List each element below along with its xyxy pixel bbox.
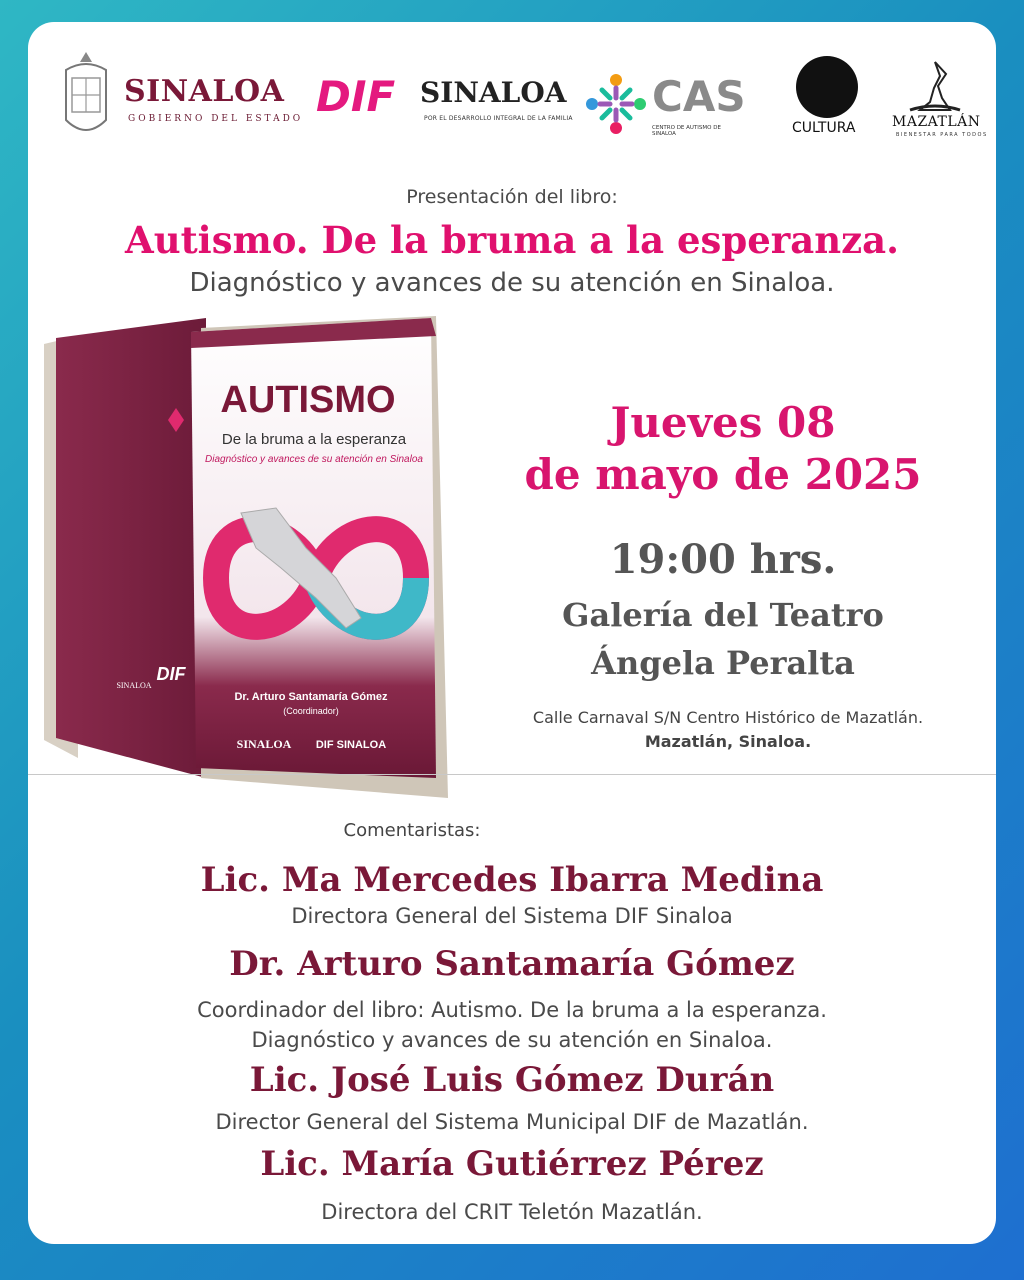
commentators-label: Comentaristas:	[343, 820, 481, 841]
cas-subtitle: CENTRO DE AUTISMO DE SINALOA	[652, 125, 721, 137]
poster-card	[28, 22, 996, 1244]
cultura-title: CULTURA	[792, 120, 856, 136]
cover-author-role: (Coordinador)	[283, 706, 339, 716]
presentation-label: Presentación del libro:	[406, 186, 618, 208]
section-divider	[28, 774, 996, 775]
cover-title: AUTISMO	[220, 379, 396, 421]
commentator-role: Coordinador del libro: Autismo. De la bruma a la esperanza.	[197, 998, 827, 1022]
commentator-name: Lic. Ma Mercedes Ibarra Medina	[200, 860, 824, 900]
logo-bar	[28, 22, 996, 152]
venue-line2: Ángela Peralta	[591, 644, 855, 682]
sinaloa-title: SINALOA	[124, 74, 285, 109]
venue-address: Calle Carnaval S/N Centro Histórico de Mazatlán.	[532, 708, 924, 727]
dif-sinaloa-title: SINALOA	[420, 76, 567, 109]
venue-line1: Galería del Teatro	[562, 596, 884, 634]
cas-title: CAS	[652, 72, 746, 121]
back-dif: DIF	[156, 664, 186, 684]
commentator-name: Dr. Arturo Santamaría Gómez	[229, 944, 795, 984]
book-subtitle: Diagnóstico y avances de su atención en Sinaloa.	[189, 268, 835, 298]
commentator-name: Lic. José Luis Gómez Durán	[249, 1060, 775, 1100]
cas-people-icon	[584, 72, 648, 136]
cover-author: Dr. Arturo Santamaría Gómez	[234, 691, 388, 703]
commentator-name: Lic. María Gutiérrez Pérez	[260, 1144, 764, 1184]
cultura-logo	[792, 56, 862, 146]
commentator-role: Directora del CRIT Teletón Mazatlán.	[321, 1200, 703, 1224]
dif-brand: DIF	[316, 72, 396, 121]
coat-of-arms-icon	[56, 50, 116, 142]
commentator-role-2: Diagnóstico y avances de su atención en Sinaloa.	[251, 1028, 773, 1052]
cover-subtitle-2: Diagnóstico y avances de su atención en Sinaloa	[205, 454, 423, 465]
gobierno-subtitle: GOBIERNO DEL ESTADO	[128, 114, 304, 124]
dif-sinaloa-logo	[316, 70, 616, 150]
mazatlan-logo	[890, 58, 990, 148]
book-title: Autismo. De la bruma a la esperanza.	[124, 218, 899, 262]
event-time: 19:00 hrs.	[609, 536, 837, 583]
mazatlan-subtitle: BIENESTAR PARA TODOS	[896, 132, 988, 138]
cover-subtitle: De la bruma a la esperanza	[221, 431, 407, 448]
venue-city: Mazatlán, Sinaloa.	[644, 732, 812, 751]
commentator-role: Directora General del Sistema DIF Sinaloa	[291, 904, 733, 928]
event-date-line2: de mayo de 2025	[524, 450, 922, 499]
commentator-role: Director General del Sistema Municipal DIF de Mazatlán.	[215, 1110, 809, 1134]
book-cover-image	[28, 308, 456, 808]
cover-footer-sinaloa: SINALOA	[236, 737, 292, 751]
back-sinaloa: SINALOA	[116, 681, 152, 690]
sinaloa-gobierno-logo	[56, 50, 306, 142]
cultura-emblem-icon	[796, 56, 858, 118]
event-date-line1: Jueves 08	[610, 398, 836, 447]
cas-logo	[584, 72, 744, 142]
mazatlan-title: MAZATLÁN	[892, 114, 981, 130]
dif-subtitle: POR EL DESARROLLO INTEGRAL DE LA FAMILIA	[424, 115, 573, 122]
cover-footer-dif: DIF SINALOA	[315, 739, 387, 751]
mazatlan-statue-icon	[890, 58, 980, 114]
